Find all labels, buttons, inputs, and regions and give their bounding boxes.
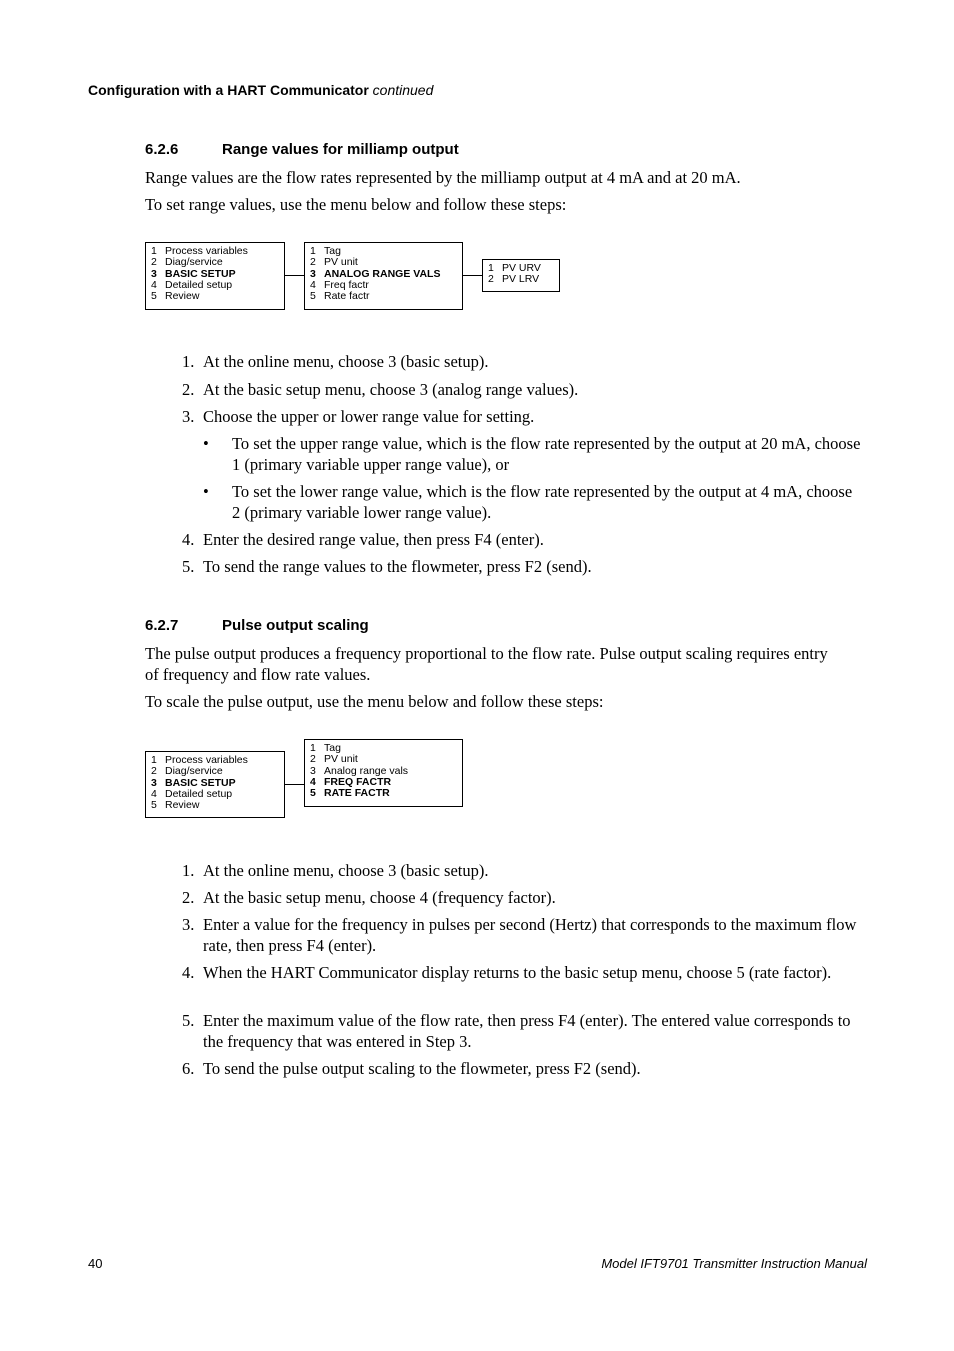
menu-item-selected: 3 BASIC SETUP [151, 267, 236, 280]
menu-item: 2 PV LRV [488, 273, 540, 286]
menu-connector [285, 784, 304, 785]
menu-item-selected: 4 FREQ FACTR [310, 775, 392, 788]
section-heading-6-2-6 [145, 141, 459, 158]
menu-online [145, 751, 285, 818]
menu-item: 4 Detailed setup [151, 787, 233, 800]
menu-item-selected: 3 ANALOG RANGE VALS [310, 267, 441, 280]
menu-item: 1 PV URV [488, 262, 541, 274]
menu-item: 1 Process variables [151, 754, 248, 766]
menu-item: 1 Tag [310, 245, 341, 257]
paragraph: To scale the pulse output, use the menu below and follow these steps: [145, 692, 604, 711]
section-heading-6-2-7 [145, 617, 369, 634]
menu-basic-setup [304, 739, 463, 807]
list-item: 2. At the basic setup menu, choose 3 (analog range values). [182, 380, 579, 399]
list-item: 1. At the online menu, choose 3 (basic setup). [182, 352, 489, 371]
menu-connector [463, 275, 482, 276]
menu-item-selected: 5 RATE FACTR [310, 787, 390, 800]
list-item: 1. At the online menu, choose 3 (basic setup). [182, 861, 489, 880]
list-item: 5. To send the range values to the flowmeter, press F2 (send). [182, 557, 592, 576]
page-number: 40 [88, 1256, 103, 1271]
menu-item: 4 Detailed setup [151, 278, 233, 291]
menu-item: 5 Review [151, 799, 200, 812]
paragraph: Range values are the flow rates represented by the milliamp output at 4 mA and at 20 mA. [145, 168, 741, 187]
manual-title: Model IFT9701 Transmitter Instruction Manual [601, 1256, 867, 1271]
menu-item: 3 Analog range vals [310, 764, 409, 777]
list-item: 6. To send the pulse output scaling to the flowmeter, press F2 (send). [182, 1059, 641, 1078]
menu-item: 5 Rate factr [310, 290, 370, 303]
section-title: Range values for milliamp output [222, 141, 459, 158]
header-continued: continued [372, 82, 434, 98]
list-item: 4. Enter the desired range value, then press F4 (enter). [182, 530, 544, 549]
bullet-item: • To set the upper range value, which is the flow rate represented by the output at 20 mA, choose 1 (primary variable upper range value), or [203, 434, 861, 474]
section-number: 6.2.6 [145, 141, 179, 158]
header-title: Configuration with a HART Communicator [88, 82, 369, 98]
paragraph: To set range values, use the menu below and follow these steps: [145, 195, 567, 214]
menu-item: 2 PV unit [310, 753, 358, 766]
running-header [88, 82, 433, 98]
menu-item: 2 Diag/service [151, 765, 223, 778]
list-item: 2. At the basic setup menu, choose 4 (frequency factor). [182, 888, 556, 907]
menu-connector [285, 275, 304, 276]
menu-item: 2 PV unit [310, 256, 358, 269]
menu-item: 5 Review [151, 290, 200, 303]
menu-online [145, 242, 285, 310]
list-item: 4. When the HART Communicator display returns to the basic setup menu, choose 5 (rate factor). [182, 963, 832, 982]
paragraph: The pulse output produces a frequency proportional to the flow rate. Pulse output scaling requires entry of frequency and flow rate values. [145, 644, 828, 684]
section-number: 6.2.7 [145, 617, 179, 634]
bullet-item: • To set the lower range value, which is the flow rate represented by the output at 4 mA, choose 2 (primary variable lower range value). [203, 482, 853, 522]
menu-analog-range-vals [482, 259, 560, 292]
menu-basic-setup [304, 242, 463, 310]
menu-item: 2 Diag/service [151, 256, 223, 269]
menu-item-selected: 3 BASIC SETUP [151, 776, 236, 789]
list-item: 5. Enter the maximum value of the flow rate, then press F4 (enter). The entered value corresponds to the frequency that was entered in Step 3. [182, 1011, 851, 1051]
list-item: 3. Choose the upper or lower range value for setting. [182, 407, 535, 426]
menu-item: 1 Tag [310, 742, 341, 754]
menu-item: 1 Process variables [151, 245, 248, 257]
list-item: 3. Enter a value for the frequency in pulses per second (Hertz) that corresponds to the maximum flow rate, then press F4 (enter). [182, 915, 857, 955]
section-title: Pulse output scaling [222, 617, 369, 634]
menu-item: 4 Freq factr [310, 278, 369, 291]
